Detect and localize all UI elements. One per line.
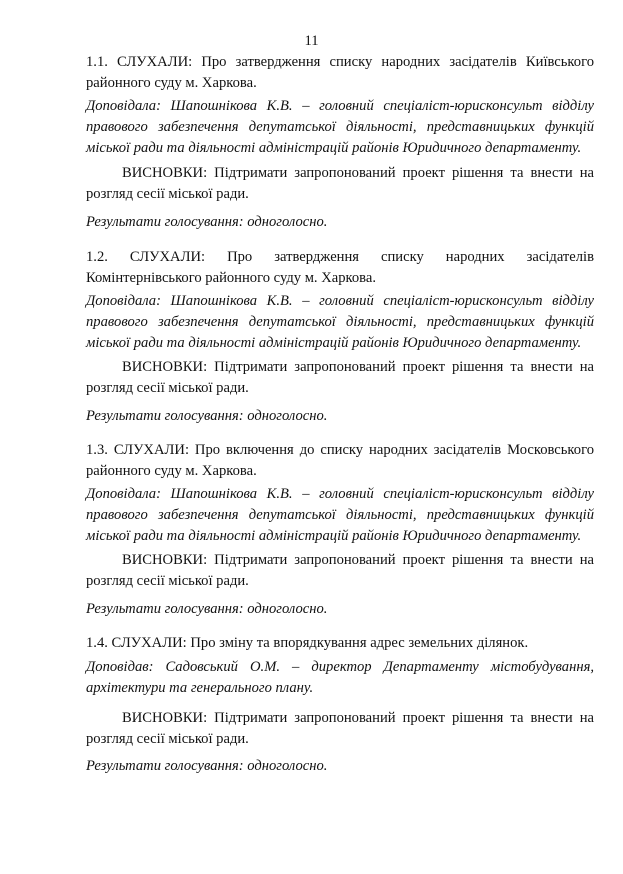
section-1-4-heading: 1.4. СЛУХАЛИ: Про зміну та впорядкування адрес земельних ділянок. (86, 635, 529, 651)
section-1-3-conclusion: ВИСНОВКИ: Підтримати запропонований проект рішення та внести на розгляд сесії міської ради. (86, 552, 594, 589)
section-1-3-vote: Результати голосування: одноголосно. (86, 601, 328, 617)
section-1-1-speaker: Доповідала: Шапошнікова К.В. – головний спеціаліст-юрисконсульт відділу правового забезпечення депутатської діяльності, представницьких функцій міської ради та діяльності адміністрацій районів Юридичного департаменту. (86, 98, 594, 156)
section-1-1-conclusion: ВИСНОВКИ: Підтримати запропонований проект рішення та внести на розгляд сесії міської ради. (86, 165, 594, 202)
section-1-2-speaker: Доповідала: Шапошнікова К.В. – головний спеціаліст-юрисконсульт відділу правового забезпечення депутатської діяльності, представницьких функцій міської ради та діяльності адміністрацій районів Юридичного департаменту. (86, 293, 594, 351)
section-1-2-vote: Результати голосування: одноголосно. (86, 408, 328, 424)
section-1-4-vote: Результати голосування: одноголосно. (86, 758, 328, 774)
section-1-1-vote: Результати голосування: одноголосно. (86, 214, 328, 230)
section-1-1-heading: 1.1. СЛУХАЛИ: Про затвердження списку народних засідателів Київського районного суду м. Харкова. (86, 54, 594, 91)
section-1-3-heading: 1.3. СЛУХАЛИ: Про включення до списку народних засідателів Московського районного суду м. Харкова. (86, 442, 594, 479)
section-1-3-speaker: Доповідала: Шапошнікова К.В. – головний спеціаліст-юрисконсульт відділу правового забезпечення депутатської діяльності, представницьких функцій міської ради та діяльності адміністрацій районів Юридичного департаменту. (86, 486, 594, 544)
section-1-2-conclusion: ВИСНОВКИ: Підтримати запропонований проект рішення та внести на розгляд сесії міської ради. (86, 359, 594, 396)
page-number: 11 (304, 33, 319, 49)
section-1-4-speaker: Доповідав: Садовський О.М. – директор Департаменту містобудування, архітектури та генерального плану. (86, 659, 594, 696)
section-1-2-heading: 1.2. СЛУХАЛИ: Про затвердження списку народних засідателів Комінтернівського районного суду м. Харкова. (86, 249, 594, 286)
section-1-4-conclusion: ВИСНОВКИ: Підтримати запропонований проект рішення та внести на розгляд сесії міської ради. (86, 710, 594, 747)
